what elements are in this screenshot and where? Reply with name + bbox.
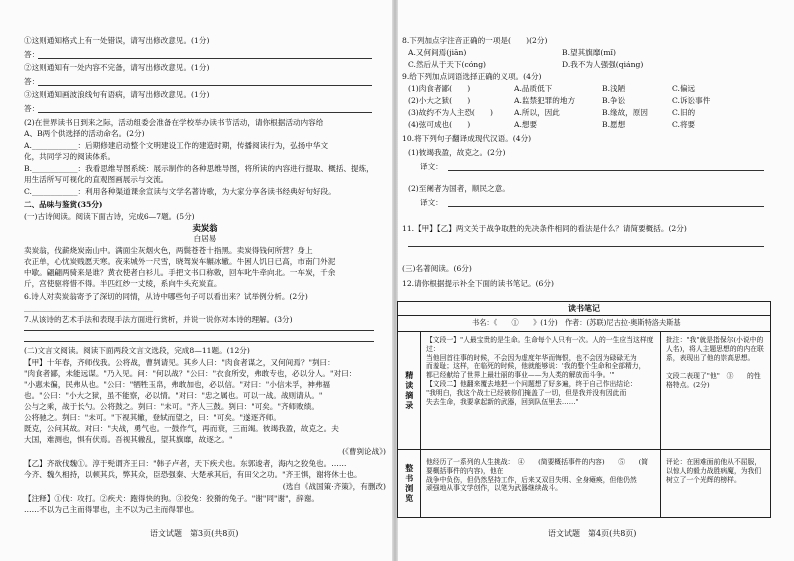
question-6: 6.诗人对卖炭翁寄予了深切的同情，从诗中哪些句子可以看出来？试举例分析。(2分) <box>24 292 308 301</box>
overview-text <box>426 458 654 493</box>
source-yi: (选自《战国策·齐策》，有删改) <box>282 482 386 491</box>
q9-option: B.愿想 <box>602 120 626 129</box>
answer-line <box>38 112 372 113</box>
q9-option: A.监禁犯罪的地方 <box>514 96 576 105</box>
question-2-cont: A、B两个供选择的活动命名。(2分) <box>24 129 145 138</box>
q10-item: (1)彼竭我盈，故克之。(2分) <box>408 148 506 157</box>
page-footer-right: 语文试题 第4页(共8页) <box>548 529 637 538</box>
excerpt-line: 【文段二】他翻来覆去地把一个问题想了好多遍，终于自己作出结论： <box>426 380 637 389</box>
overview-line: 他经历了一系列的人生挑战： ④ (简要概括事件的内容) ⑤ (简要概括事件的内容)，他在 <box>426 458 649 475</box>
option-c: C.____________：利用各种渠道课余宣读与文学名著诗歌，为大家分享各读书经典好句好段。 <box>24 187 336 196</box>
q8-option-a: A.又何间焉(jiān) <box>408 48 467 57</box>
question-11: 11.【甲】【乙】两文关于战争取胜的先决条件相同的看法是什么？请简要概括。(2分) <box>402 224 687 233</box>
notice-q1: ①这则通知格式上有一处错误，请写出修改意见。(1分) <box>24 36 210 45</box>
notes-table-header: 读书笔记 <box>398 302 770 316</box>
q8-option-b: B.望其旗靡(mǐ) <box>562 48 616 57</box>
q9-item: (2)小大之狱( ) <box>408 96 471 105</box>
source-jia: (《曹刿论战》) <box>342 447 386 456</box>
poem-line: 衣正单，心忧炭贱愿天寒。夜来城外一尺雪，晓驾炭车辗冰辙。牛困人饥日已高，市南门外泥 <box>24 257 336 266</box>
notice-q3: ③这则通知画波浪线句有语病，请写出修改意见。(1分) <box>24 90 210 99</box>
q9-item: (3)故约不为人主恐( ) <box>408 108 494 117</box>
answer-label: 答： <box>24 104 40 113</box>
passage-jia: 既克，公问其故。对曰："夫战，勇气也。一鼓作气，再而衰，三而竭。彼竭我盈，故克之。夫 <box>24 424 339 433</box>
excerpt-line: 都已经献给了世界上最壮丽的事业——为人类的解放而斗争。'" <box>426 371 615 380</box>
passage-jia: "肉食者鄙，未能远谋。"乃入见。问："何以战？"公曰："衣食所安，弗敢专也，必以分人。"对曰： <box>24 369 357 378</box>
comment-cell <box>666 458 766 484</box>
question-10: 10.将下列句子翻译成现代汉语。(4分) <box>402 134 532 143</box>
q9-option: C.偏远 <box>672 84 696 93</box>
q9-option: B.浅陋 <box>602 84 626 93</box>
book-info-text: 书名：《 ① 》(1分) 作者：(苏联)尼古拉·奥斯特洛夫斯基 <box>472 318 681 327</box>
q9-option: C.旧的 <box>672 108 696 117</box>
answer-blank: __________________________________ <box>24 303 154 312</box>
translation-label: 译文： <box>420 198 443 207</box>
excerpt-line: 【文段一】"人最宝贵的是生命。生命每个人只有一次。人的一生应当这样度过： <box>426 336 654 353</box>
classical-instructions: (二)文言文阅读。阅读下面两段文言文选段，完成8—11题。(12分) <box>24 346 250 355</box>
q9-option: A.所以，因此 <box>514 108 560 117</box>
comment-text: 评论：在困难面前他从不屈服，以惊人的毅力战胜病魔，为我们树立了一个光辉的榜样。 <box>666 458 762 484</box>
poem-line: 斤，宫使驱将惜不得。半匹红纱一丈绫，系向牛头充炭直。 <box>24 279 222 288</box>
passage-yi: 【乙】齐欲伐魏①。淳于髡谓齐王曰："韩子卢者，天下疾犬也。东郭逡者，海内之狡兔也。…… <box>24 459 347 468</box>
answer-line <box>38 58 372 59</box>
passage-jia: 也。"公曰："小大之狱，虽不能察，必以情。"对曰："忠之属也。可以一战。战则请从。" <box>24 391 323 400</box>
answer-line <box>448 170 764 171</box>
answer-line <box>38 85 372 86</box>
overview-line: 战争中负伤，但仍然坚持工作，后来又双目失明、全身瘫痪，但他仍然 <box>426 475 637 484</box>
annotation-cell <box>666 336 766 390</box>
q9-option: C.将要 <box>672 120 696 129</box>
excerpt-line: 而羞耻；这样，在临死的时候，他就能够说：'我的整个生命和全部精力， <box>426 362 646 371</box>
excerpt-text <box>426 336 654 407</box>
row-label-close-reading <box>398 331 421 449</box>
passage-jia: 【甲】十年春，齐师伐我。公将战，曹刿请见。其乡人曰："肉食者谋之，又何间焉？"刿曰： <box>24 358 335 367</box>
excerpt-line: "我明白，我这个战士已经被你们掩盖了一切，但是我并没有因此而 <box>426 388 627 397</box>
question-8: 8.下列加点字注音正确的一项是( )(2分) <box>402 36 548 45</box>
translation-label: 译文： <box>420 162 443 171</box>
overview-line: 顽强地从事文学创作，以笔为武器继续战斗。 <box>426 484 562 493</box>
q9-option: B.争讼 <box>602 96 626 105</box>
book-info-row <box>398 315 770 332</box>
reading-notes-table <box>397 301 771 518</box>
row-label-whole-book <box>398 450 421 517</box>
answer-label: 答： <box>24 50 40 59</box>
q9-item: (1)肉食者鄙( ) <box>408 84 471 93</box>
option-b-cont: 用生活所写可视化的直观图画展示与交流。 <box>24 175 169 184</box>
annotation: 【注释】①伐：攻打。②疾犬：跑得快的狗。③狡兔：狡猾的兔子。"谢"同"谢"，辞谢。 <box>24 494 319 503</box>
annotation: ……不以为己主而得罪也，主不以为己主而得罪也。 <box>24 505 199 514</box>
excerpt-line: 失去生命，我要拿起新的武器，回到队伍里去……" <box>426 397 579 406</box>
row-label-text: 整书浏览 <box>404 464 415 504</box>
excerpt-line: 当他回首往事的时候，不会因为虚度年华而悔恨，也不会因为碌碌无为 <box>426 353 637 362</box>
page-footer-left: 语文试题 第3页(共8页) <box>150 529 239 538</box>
passage-jia: 公与之乘，战于长勺。公将鼓之。刿曰："未可。"齐人三鼓。刿曰："可矣。"齐师败绩。 <box>24 402 319 411</box>
question-2: (2)在世界读书日到来之际，活动组委会准备在学校举办读书节活动，请你根据活动内容给 <box>24 118 324 127</box>
answer-line <box>24 330 374 331</box>
poem-line: 中歇。翩翩两骑来是谁？黄衣使者白衫儿。手把文书口称敕，回车叱牛牵向北。一车炭，千余 <box>24 268 336 277</box>
answer-label: 答： <box>24 77 40 86</box>
poem-line: 卖炭翁，伐薪烧炭南山中。满面尘灰烟火色，两鬓苍苍十指黑。卖炭得钱何所营？身上 <box>24 246 313 255</box>
annotation-text: 文段二表现了"他" ③ 的性格特点。(2分) <box>666 372 761 390</box>
poem-title: 卖炭翁 <box>192 223 218 233</box>
passage-yi: 今齐、魏久相持，以顿其兵，弊其众，臣恐强秦、大楚承其后，有田父之功。"齐王惧，谢将休士也。 <box>24 470 362 479</box>
answer-line <box>448 206 764 207</box>
poem-author: 白居易 <box>193 234 217 243</box>
row-label-text: 精读摘录 <box>404 371 415 411</box>
option-a-cont: 化，共同学习的阅读体系。 <box>24 152 116 161</box>
q10-item: (2)至阑者为国者，顺民之意。 <box>408 184 510 193</box>
section-3-heading: (三)名著阅读。(6分) <box>402 264 472 273</box>
question-9: 9.给下列加点词语选择正确的义项。(4分) <box>402 72 542 81</box>
annotation-text: 批注："我"就是指保尔(小说中的人名)，将人主题思想的的内在联系，表现出了他的崇高思想。 <box>666 336 764 362</box>
passage-jia: 公将驰之。刿曰："未可。"下视其辙，登轼而望之，曰："可矣。"遂逐齐师。 <box>24 413 281 422</box>
q9-option: B.缘故，原因 <box>602 108 648 117</box>
q9-option: C.诉讼事件 <box>672 96 711 105</box>
passage-jia: 大国，难测也，惧有伏焉。吾视其辙乱，望其旗靡，故逐之。" <box>24 435 233 444</box>
q8-option-d: D.我不为人强强(qiáng) <box>562 60 644 69</box>
section-2-heading: 二、品味与鉴赏(35分) <box>24 200 103 209</box>
option-a: A.____________：后期修建启动整个文明建设工作的建造时期，传播阅读行为，弘扬中华文 <box>24 141 329 150</box>
notice-q2: ②这则通知有一处内容不完备，请写出修改意见。(1分) <box>24 63 210 72</box>
question-7: 7.从该诗的艺术手法和表现手法方面进行赏析，并说一说你对本诗的理解。(3分) <box>24 315 293 324</box>
row-divider <box>398 449 770 450</box>
q9-option: A.想要 <box>514 120 538 129</box>
column-divider <box>660 331 661 517</box>
q9-item: (4)弦可成也( ) <box>408 120 471 129</box>
option-b: B.____________：我看思维导图系统：展示制作的各种思维导图，将所读的内容进行提取、概括、提炼， <box>24 164 374 173</box>
question-12: 12.请你根据提示补全下面的读书笔记。(6分) <box>402 279 554 288</box>
answer-line <box>24 341 374 342</box>
passage-jia: "小惠未徧，民弗从也。"公曰："牺牲玉帛，弗敢加也，必以信。"对曰："小信未孚，神弗福 <box>24 380 331 389</box>
answer-line <box>408 246 764 247</box>
poem-instructions: (一)古诗阅读。阅读下面古诗，完成6—7题。(5分) <box>24 212 195 221</box>
q8-option-c: C.然后从于天下(cóng) <box>408 60 487 69</box>
q9-option: A.品质低下 <box>514 84 553 93</box>
